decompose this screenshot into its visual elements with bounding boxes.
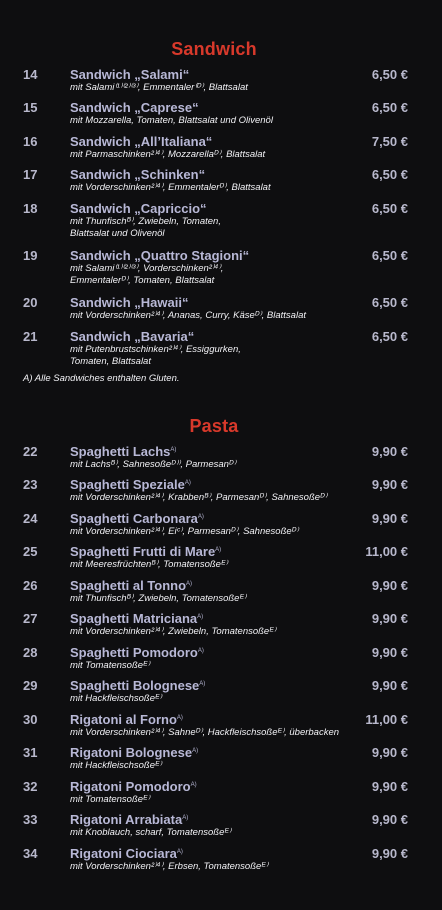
item-description: mit Putenbrustschinken²⁾⁴⁾, Essiggurken, Tomaten, Blattsalat (70, 344, 241, 367)
item-name: Spaghetti Matriciana$^{A)}$ (70, 611, 204, 626)
item-number: 32 (23, 779, 38, 794)
item-price: 9,90 € (371, 812, 408, 827)
item-number: 14 (23, 67, 38, 82)
item-number: 29 (23, 678, 38, 693)
item-price: 9,90 € (371, 846, 408, 861)
item-number: 30 (23, 712, 38, 727)
item-number: 25 (23, 544, 38, 559)
item-number: 27 (23, 611, 38, 626)
item-description: mit Mozzarella, Tomaten, Blattsalat und Olivenöl (70, 115, 273, 126)
item-price: 9,90 € (371, 645, 408, 660)
item-description: mit Vorderschinken²⁾⁴⁾, Zwiebeln, Tomatensoßeᴱ⁾ (70, 626, 276, 637)
item-description: mit Hackfleischsoßeᴱ⁾ (70, 760, 162, 771)
item-description: mit Vorderschinken²⁾⁴⁾, Eiᶜ⁾, Parmesanᴰ⁾, Sahnesoßeᴰ⁾ (70, 526, 299, 537)
item-name: Spaghetti al Tonno$^{A)}$ (70, 578, 193, 593)
item-price: 6,50 € (371, 329, 408, 344)
item-number: 17 (23, 167, 38, 182)
item-description: mit Meeresfrüchtenᴮ⁾, Tomatensoßeᴱ⁾ (70, 559, 228, 570)
item-description: mit Hackfleischsoßeᴱ⁾ (70, 693, 162, 704)
item-name: Spaghetti Bolognese$^{A)}$ (70, 678, 206, 693)
item-number: 20 (23, 295, 38, 310)
item-name: Sandwich „Quattro Stagioni“ (70, 248, 250, 263)
item-number: 16 (23, 134, 38, 149)
item-number: 15 (23, 100, 38, 115)
item-description: mit Vorderschinken²⁾⁴⁾, Emmentalerᴰ⁾, Blattsalat (70, 182, 271, 193)
item-name: Sandwich „Salami“ (70, 67, 190, 82)
item-name: Spaghetti Speziale$^{A)}$ (70, 477, 191, 492)
sandwich-section-title: Sandwich (171, 39, 257, 59)
item-name: Sandwich „Bavaria“ (70, 329, 195, 344)
item-price: 9,90 € (371, 511, 408, 526)
item-number: 23 (23, 477, 38, 492)
item-price: 6,50 € (371, 201, 408, 216)
item-price: 7,50 € (371, 134, 408, 149)
item-description: mit Lachsᴮ⁾, Sahnesoßeᴰ⁾⁾, Parmesanᴰ⁾ (70, 459, 236, 470)
item-description: mit Salami⁽¹⁾⁽²⁾⁽³⁾, Vorderschinken²⁾⁴⁾, Emmentalerᴰ⁾, Tomaten, Blattsalat (70, 263, 224, 286)
item-description: mit Vorderschinken²⁾⁴⁾, Krabbenᴮ⁾, Parmesanᴰ⁾, Sahnesoßeᴰ⁾ (70, 492, 327, 503)
item-number: 21 (23, 329, 38, 344)
item-number: 22 (23, 444, 38, 459)
item-name: Rigatoni al Forno$^{A)}$ (70, 712, 183, 727)
item-number: 28 (23, 645, 38, 660)
item-price: 9,90 € (371, 578, 408, 593)
item-price: 6,50 € (371, 295, 408, 310)
item-number: 19 (23, 248, 38, 263)
item-description: mit Tomatensoßeᴱ⁾ (70, 660, 150, 671)
item-price: 9,90 € (371, 745, 408, 760)
item-name: Sandwich „Schinken“ (70, 167, 206, 182)
item-price: 6,50 € (371, 167, 408, 182)
item-price: 6,50 € (371, 100, 408, 115)
item-number: 18 (23, 201, 38, 216)
item-description: mit Knoblauch, scharf, Tomatensoßeᴱ⁾ (70, 827, 231, 838)
item-number: 33 (23, 812, 38, 827)
item-description: mit Thunfischᴮ⁾, Zwiebeln, Tomaten, Blattsalat und Olivenöl (70, 216, 221, 239)
item-name: Sandwich „Caprese“ (70, 100, 199, 115)
item-number: 34 (23, 846, 38, 861)
item-price: 9,90 € (371, 779, 408, 794)
item-price: 9,90 € (371, 678, 408, 693)
item-description: mit Thunfischᴮ⁾, Zwiebeln, Tomatensoßeᴱ⁾ (70, 593, 247, 604)
item-description: mit Vorderschinken²⁾⁴⁾, Sahneᴰ⁾, Hackfleischsoßeᴱ⁾, überbacken (70, 727, 340, 738)
item-name: Sandwich „Hawaii“ (70, 295, 189, 310)
item-description: mit Vorderschinken²⁾⁴⁾, Erbsen, Tomatensoßeᴱ⁾ (70, 861, 268, 872)
item-name: Rigatoni Arrabiata$^{A)}$ (70, 812, 189, 827)
item-name: Sandwich „All’Italiana“ (70, 134, 213, 149)
item-name: Rigatoni Pomodoro$^{A)}$ (70, 779, 197, 794)
item-name: Sandwich „Capriccio“ (70, 201, 207, 216)
item-price: 9,90 € (371, 611, 408, 626)
item-name: Spaghetti Frutti di Mare$^{A)}$ (70, 544, 222, 559)
item-name: Rigatoni Ciociara$^{A)}$ (70, 846, 183, 861)
item-number: 24 (23, 511, 38, 526)
item-name: Spaghetti Lachs$^{A)}$ (70, 444, 177, 459)
item-number: 26 (23, 578, 38, 593)
item-number: 31 (23, 745, 38, 760)
item-price: 6,50 € (371, 248, 408, 263)
item-name: Rigatoni Bolognese$^{A)}$ (70, 745, 199, 760)
item-description: mit Salami⁽¹⁾⁽²⁾⁽³⁾, Emmentaler⁽ᴰ⁾, Blattsalat (70, 82, 248, 93)
item-price: 11,00 € (365, 712, 408, 727)
item-name: Spaghetti Pomodoro$^{A)}$ (70, 645, 204, 660)
item-price: 9,90 € (371, 477, 408, 492)
allergen-footnote: A) Alle Sandwiches enthalten Gluten. (23, 373, 180, 384)
pasta-section-title: Pasta (189, 416, 239, 436)
item-description: mit Tomatensoßeᴱ⁾ (70, 794, 150, 805)
item-description: mit Vorderschinken²⁾⁴⁾, Ananas, Curry, Käseᴰ⁾, Blattsalat (70, 310, 306, 321)
item-description: mit Parmaschinken²⁾⁴⁾, Mozzarellaᴰ⁾, Blattsalat (70, 149, 266, 160)
item-price: 11,00 € (365, 544, 408, 559)
item-price: 6,50 € (371, 67, 408, 82)
item-price: 9,90 € (371, 444, 408, 459)
item-name: Spaghetti Carbonara$^{A)}$ (70, 511, 204, 526)
